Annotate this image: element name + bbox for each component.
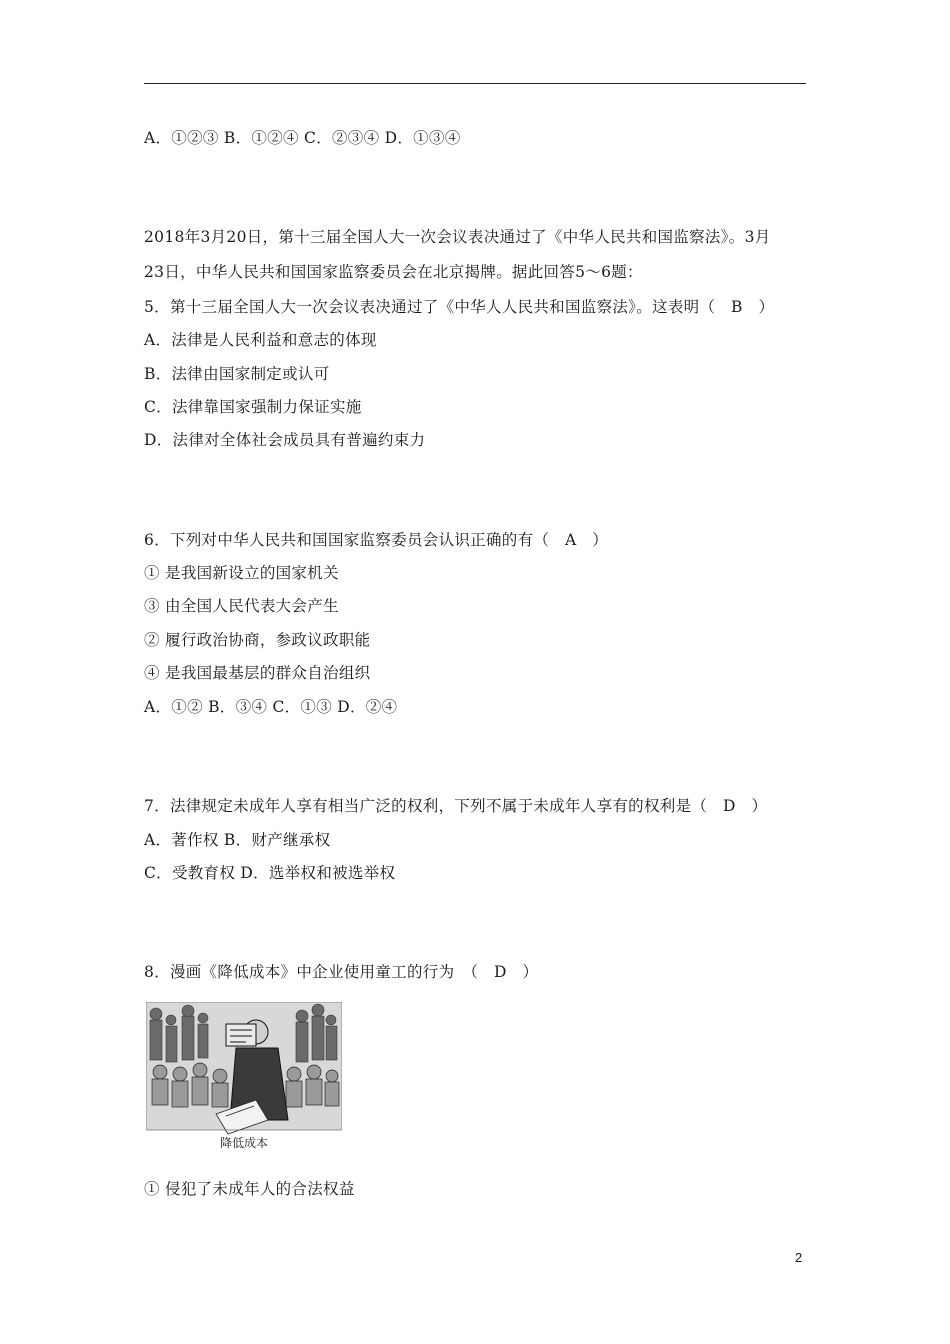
q7-options-1: A．著作权 B．财产继承权 <box>144 831 331 849</box>
intro-line-1: 2018年3月20日，第十三届全国人大一次会议表决通过了《中华人民共和国监察法》。3月 <box>144 228 771 246</box>
q6-statement-4: ④ 是我国最基层的群众自治组织 <box>144 664 371 682</box>
q5-option-c: C．法律靠国家强制力保证实施 <box>144 398 362 416</box>
q5-option-d: D．法律对全体社会成员具有普遍约束力 <box>144 431 426 449</box>
page-number: 2 <box>795 1250 803 1265</box>
q5-stem: 5．第十三届全国人大一次会议表决通过了《中华人人民共和国监察法》。这表明（ B ） <box>144 298 775 316</box>
q5-option-a: A．法律是人民利益和意志的体现 <box>144 331 377 349</box>
q7-stem: 7．法律规定未成年人享有相当广泛的权利，下列不属于未成年人享有的权利是（ D ） <box>144 797 768 815</box>
q6-statement-1: ① 是我国新设立的国家机关 <box>144 564 339 582</box>
intro-line-2: 23日，中华人民共和国国家监察委员会在北京揭牌。据此回答5～6题： <box>144 263 643 281</box>
q7-options-2: C．受教育权 D．选举权和被选举权 <box>144 864 396 882</box>
q6-options: A．①② B．③④ C．①③ D．②④ <box>144 698 398 716</box>
q4-options: A．①②③ B．①②④ C．②③④ D．①③④ <box>144 129 461 147</box>
q6-statement-3: ③ 由全国人民代表大会产生 <box>144 597 339 615</box>
header-rule <box>144 83 806 84</box>
q6-statement-2: ② 履行政治协商，参政议政职能 <box>144 631 371 649</box>
q8-statement-1: ① 侵犯了未成年人的合法权益 <box>144 1180 355 1198</box>
cartoon-caption: 降低成本 <box>219 1136 269 1150</box>
q6-stem: 6．下列对中华人民共和国国家监察委员会认识正确的有（ A ） <box>144 531 609 549</box>
q8-stem: 8．漫画《降低成本》中企业使用童工的行为 （ D ） <box>144 963 539 981</box>
q5-option-b: B．法律由国家制定或认可 <box>144 365 330 383</box>
cartoon-image <box>146 1002 342 1152</box>
